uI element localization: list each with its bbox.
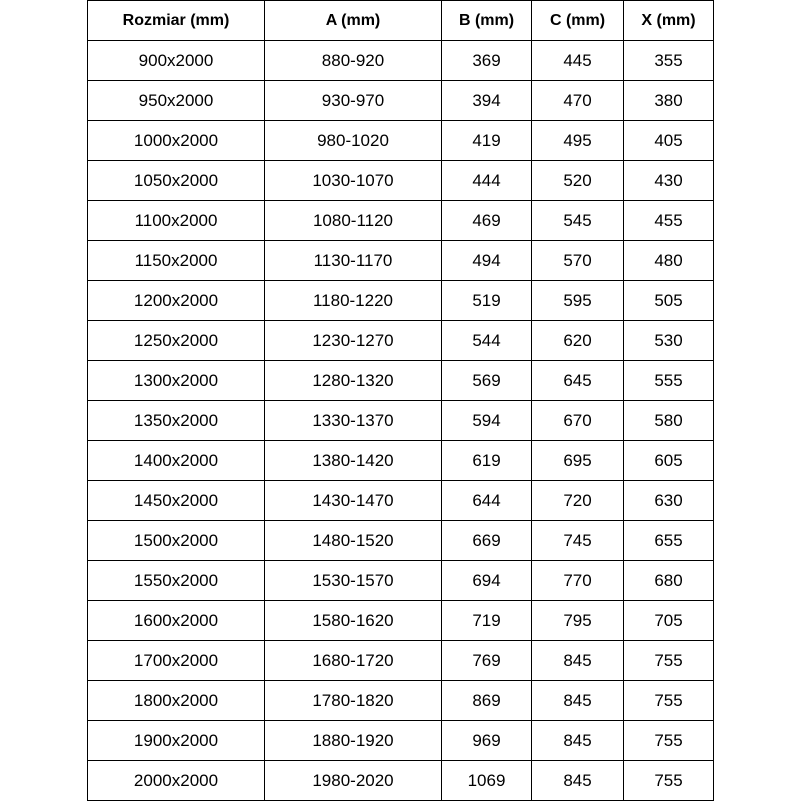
table-row <box>88 201 714 241</box>
cell-b: 419 <box>442 121 532 161</box>
cell-rozmiar: 1150x2000 <box>88 241 265 281</box>
cell-c: 845 <box>532 721 624 761</box>
table-row <box>88 281 714 321</box>
header-x: X (mm) <box>624 1 714 41</box>
table-row <box>88 241 714 281</box>
cell-x: 455 <box>624 201 714 241</box>
cell-x: 705 <box>624 601 714 641</box>
cell-c: 645 <box>532 361 624 401</box>
cell-rozmiar: 1100x2000 <box>88 201 265 241</box>
cell-c: 845 <box>532 681 624 721</box>
table-row <box>88 761 714 801</box>
table-row <box>88 121 714 161</box>
cell-c: 670 <box>532 401 624 441</box>
table-row <box>88 721 714 761</box>
cell-c: 720 <box>532 481 624 521</box>
cell-a: 930-970 <box>265 81 442 121</box>
cell-x: 630 <box>624 481 714 521</box>
table-row <box>88 81 714 121</box>
cell-x: 355 <box>624 41 714 81</box>
cell-rozmiar: 900x2000 <box>88 41 265 81</box>
table-row <box>88 561 714 601</box>
cell-b: 669 <box>442 521 532 561</box>
cell-x: 555 <box>624 361 714 401</box>
cell-c: 745 <box>532 521 624 561</box>
cell-a: 1280-1320 <box>265 361 442 401</box>
cell-a: 1180-1220 <box>265 281 442 321</box>
cell-x: 755 <box>624 761 714 801</box>
cell-a: 1680-1720 <box>265 641 442 681</box>
cell-a: 1380-1420 <box>265 441 442 481</box>
cell-b: 469 <box>442 201 532 241</box>
cell-c: 470 <box>532 81 624 121</box>
cell-rozmiar: 1050x2000 <box>88 161 265 201</box>
cell-rozmiar: 1550x2000 <box>88 561 265 601</box>
cell-rozmiar: 1700x2000 <box>88 641 265 681</box>
cell-x: 405 <box>624 121 714 161</box>
header-c: C (mm) <box>532 1 624 41</box>
cell-b: 594 <box>442 401 532 441</box>
cell-c: 620 <box>532 321 624 361</box>
cell-a: 1030-1070 <box>265 161 442 201</box>
table-row <box>88 361 714 401</box>
table-row <box>88 641 714 681</box>
header-b: B (mm) <box>442 1 532 41</box>
cell-c: 845 <box>532 641 624 681</box>
table-row <box>88 521 714 561</box>
cell-c: 795 <box>532 601 624 641</box>
cell-b: 769 <box>442 641 532 681</box>
cell-b: 569 <box>442 361 532 401</box>
cell-a: 1130-1170 <box>265 241 442 281</box>
cell-b: 619 <box>442 441 532 481</box>
cell-b: 644 <box>442 481 532 521</box>
cell-a: 1080-1120 <box>265 201 442 241</box>
cell-rozmiar: 1200x2000 <box>88 281 265 321</box>
cell-rozmiar: 1500x2000 <box>88 521 265 561</box>
cell-b: 719 <box>442 601 532 641</box>
cell-a: 1330-1370 <box>265 401 442 441</box>
cell-a: 1530-1570 <box>265 561 442 601</box>
cell-rozmiar: 1900x2000 <box>88 721 265 761</box>
cell-c: 570 <box>532 241 624 281</box>
cell-c: 770 <box>532 561 624 601</box>
cell-c: 495 <box>532 121 624 161</box>
cell-c: 695 <box>532 441 624 481</box>
dimensions-table <box>87 0 714 801</box>
cell-b: 369 <box>442 41 532 81</box>
table-row <box>88 481 714 521</box>
cell-rozmiar: 950x2000 <box>88 81 265 121</box>
cell-rozmiar: 1400x2000 <box>88 441 265 481</box>
cell-b: 444 <box>442 161 532 201</box>
header-row <box>88 1 714 41</box>
cell-c: 545 <box>532 201 624 241</box>
cell-a: 1480-1520 <box>265 521 442 561</box>
cell-rozmiar: 1600x2000 <box>88 601 265 641</box>
table-header <box>88 1 714 41</box>
table-row <box>88 681 714 721</box>
cell-rozmiar: 1250x2000 <box>88 321 265 361</box>
cell-x: 580 <box>624 401 714 441</box>
cell-a: 1780-1820 <box>265 681 442 721</box>
cell-b: 694 <box>442 561 532 601</box>
header-rozmiar: Rozmiar (mm) <box>88 1 265 41</box>
cell-b: 519 <box>442 281 532 321</box>
cell-x: 680 <box>624 561 714 601</box>
cell-c: 520 <box>532 161 624 201</box>
cell-x: 755 <box>624 721 714 761</box>
cell-b: 1069 <box>442 761 532 801</box>
cell-c: 445 <box>532 41 624 81</box>
cell-c: 595 <box>532 281 624 321</box>
cell-b: 969 <box>442 721 532 761</box>
cell-x: 430 <box>624 161 714 201</box>
dimensions-table-container <box>87 0 713 801</box>
cell-a: 1880-1920 <box>265 721 442 761</box>
cell-x: 480 <box>624 241 714 281</box>
cell-rozmiar: 1000x2000 <box>88 121 265 161</box>
table-row <box>88 401 714 441</box>
cell-a: 880-920 <box>265 41 442 81</box>
cell-x: 655 <box>624 521 714 561</box>
cell-rozmiar: 1800x2000 <box>88 681 265 721</box>
cell-x: 755 <box>624 681 714 721</box>
cell-x: 530 <box>624 321 714 361</box>
cell-rozmiar: 1300x2000 <box>88 361 265 401</box>
table-row <box>88 41 714 81</box>
cell-a: 1980-2020 <box>265 761 442 801</box>
cell-b: 494 <box>442 241 532 281</box>
cell-x: 605 <box>624 441 714 481</box>
cell-rozmiar: 1350x2000 <box>88 401 265 441</box>
cell-a: 1580-1620 <box>265 601 442 641</box>
cell-a: 980-1020 <box>265 121 442 161</box>
cell-rozmiar: 2000x2000 <box>88 761 265 801</box>
cell-x: 505 <box>624 281 714 321</box>
cell-b: 394 <box>442 81 532 121</box>
table-row <box>88 321 714 361</box>
table-row <box>88 161 714 201</box>
table-row <box>88 441 714 481</box>
header-a: A (mm) <box>265 1 442 41</box>
cell-x: 380 <box>624 81 714 121</box>
table-body <box>88 41 714 801</box>
cell-x: 755 <box>624 641 714 681</box>
cell-c: 845 <box>532 761 624 801</box>
cell-b: 544 <box>442 321 532 361</box>
table-row <box>88 601 714 641</box>
cell-a: 1430-1470 <box>265 481 442 521</box>
cell-b: 869 <box>442 681 532 721</box>
cell-a: 1230-1270 <box>265 321 442 361</box>
cell-rozmiar: 1450x2000 <box>88 481 265 521</box>
